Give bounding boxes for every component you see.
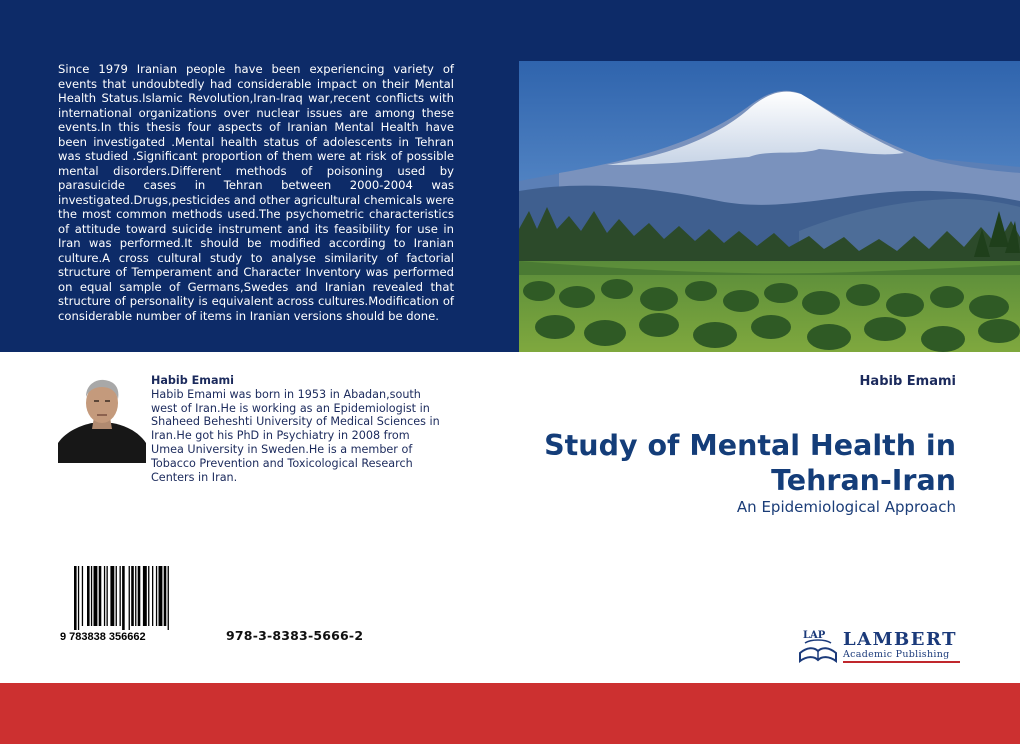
mountain-landscape-image [519, 61, 1020, 352]
cover-bottom-band [0, 683, 1020, 744]
barcode-bar [168, 566, 169, 630]
barcode-bar [78, 566, 79, 630]
barcode-bar [159, 566, 163, 626]
cover-photo-mountain [519, 61, 1020, 352]
back-cover-description: Since 1979 Iranian people have been experiencing variety of events that undoubtedly had considerable impact on their Mental Health Status.Islamic Revolution,Iran-Iraq war,recent conflicts with international organizations over nuclear issues are among these events.In this thesis four aspects of Iranian Mental Health have been investigated .Mental health status of adolescents in Tehran was studied .Significant proportion of them were at risk of possible mental disorders.Different methods of poisoning used by parasuicide cases in Tehran between 2000-2004 was investigated.Drugs,pesticides and other agricultural chemicals were the most common methods used.The psychometric characteristics of attitude toward suicide instrument and its feasibility for use in Iran was performed.It should be modified according to Iranian culture.A cross cultural study to analyse similarity of factorial structure of Temperament and Character Inventory was performed on equal sample of Germans,Swedes and Iranian revealed that structure of personality is equivalent across cultures.Modification of considerable number of items in Iranian versions should be done. [58, 62, 454, 323]
book-subtitle: An Epidemiological Approach [736, 498, 956, 516]
bio-text: Habib Emami was born in 1953 in Abadan,south west of Iran.He is working as an Epidemiologist in Shaheed Beheshti University of Medical Sciences in Iran.He got his PhD in Psychiatry in 2008 from Umea University in Sweden.He is a member of Tobacco Prevention and Toxicological Research Centers in Iran. [151, 387, 440, 484]
barcode-bar [87, 566, 90, 626]
author-photo [58, 373, 146, 463]
barcode-bar [138, 566, 141, 626]
barcode-bar [156, 566, 157, 626]
bio-author-name: Habib Emami [151, 374, 234, 387]
barcode-bar [143, 566, 147, 626]
barcode-bar [131, 566, 134, 626]
barcode-bar [148, 566, 149, 626]
author-bio-block [151, 374, 441, 484]
barcode-bar [152, 566, 153, 626]
book-title: Study of Mental Health in Tehran-Iran [544, 429, 956, 497]
barcode-bar [135, 566, 136, 626]
publisher-subtitle: Academic Publishing [843, 649, 950, 660]
barcode-digits: 9 783838 356662 [60, 631, 146, 643]
barcode-bar [91, 566, 92, 626]
barcode-bar [107, 566, 108, 626]
publisher-logo-text: LAP [803, 630, 826, 641]
barcode-bar [94, 566, 98, 626]
barcode-bar [99, 566, 102, 626]
barcode-bar [110, 566, 114, 626]
isbn-number: 978-3-8383-5666-2 [226, 628, 364, 643]
publisher-logo [797, 627, 962, 665]
author-portrait-image [58, 373, 146, 463]
barcode-bar [122, 566, 125, 630]
barcode-bar [82, 566, 83, 626]
barcode-bar [116, 566, 117, 626]
publisher-name: LAMBERT [843, 629, 958, 650]
barcode [58, 566, 214, 644]
barcode-bar [120, 566, 121, 626]
open-book-icon [797, 627, 839, 665]
front-author-name: Habib Emami [859, 374, 956, 389]
publisher-underline [843, 661, 960, 663]
barcode-bar [164, 566, 167, 626]
barcode-bar [104, 566, 105, 626]
barcode-bar [129, 566, 130, 630]
barcode-bar [74, 566, 77, 630]
